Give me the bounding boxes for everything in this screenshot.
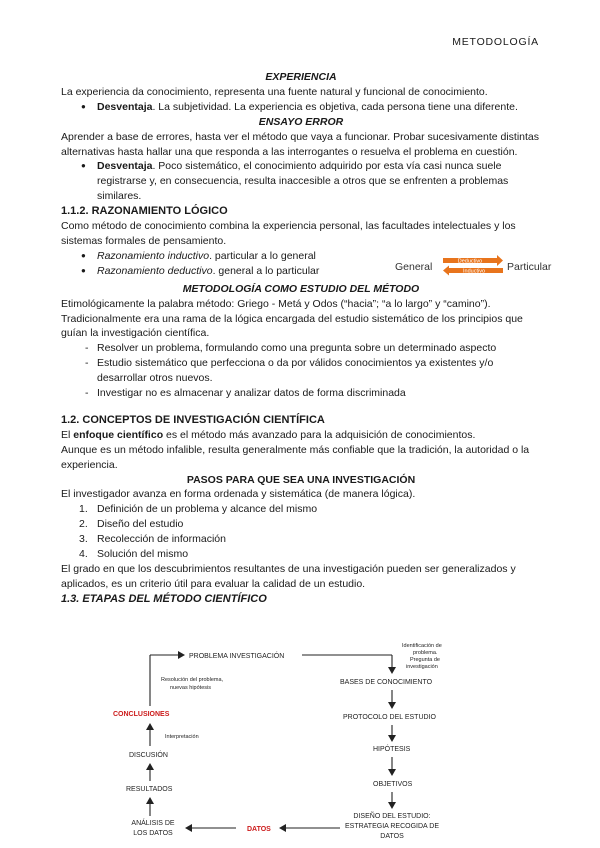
general-label: General xyxy=(395,260,433,273)
estudio-text-2: Tradicionalmente era una rama de la lógica encargada del estudio sistemático de los principios que guían la investigación científica. xyxy=(61,312,523,340)
step-datos: DATOS xyxy=(247,826,271,833)
page-header: METODOLOGÍA xyxy=(452,36,539,48)
step-hipotesis: HIPÓTESIS xyxy=(373,746,411,753)
section-title-etapas: 1.3. ETAPAS DEL MÉTODO CIENTÍFICO xyxy=(61,592,267,605)
list-item-text: Definición de un problema y alcance del mismo xyxy=(97,503,318,516)
list-number: 2. xyxy=(79,518,88,531)
italic-term: Razonamiento deductivo xyxy=(97,264,213,277)
inductive-label: Inductivo xyxy=(462,268,486,275)
conceptos-text-1 xyxy=(61,428,541,443)
ensayo-text: Aprender a base de errores, hasta ver el método que vaya a funcionar. Probar sucesivamente distintas alternativas hasta hallar una que responda a las interrogantes o resuelva el problema en cuestión. xyxy=(61,130,540,158)
step-problema: PROBLEMA INVESTIGACIÓN xyxy=(189,653,285,660)
list-item-text: Solución del mismo xyxy=(97,548,189,561)
list-number: 4. xyxy=(79,548,88,561)
particular-label: Particular xyxy=(507,260,552,273)
ensayo-list xyxy=(61,159,541,204)
list-item: - Estudio sistemático que perfecciona o da por válidos conocimientos ya existentes y/o desarrollar otros nuevos. xyxy=(61,356,541,386)
section-title-estudio: METODOLOGÍA COMO ESTUDIO DEL MÉTODO xyxy=(182,282,420,295)
list-item-text: Recolección de información xyxy=(97,533,226,546)
document-body xyxy=(61,70,552,607)
list-item: - Resolver un problema, formulando como una pregunta sobre un determinado aspecto xyxy=(61,341,541,356)
text-span: El xyxy=(61,428,74,441)
note-resolucion-1: Resolución del problema, xyxy=(161,677,224,683)
step-protocolo: PROTOCOLO DEL ESTUDIO xyxy=(343,714,436,721)
list-item: - Investigar no es almacenar y analizar datos de forma discriminada xyxy=(61,386,541,401)
list-item xyxy=(61,547,541,562)
experiencia-list xyxy=(61,100,541,115)
step-bases: BASES DE CONOCIMIENTO xyxy=(340,679,433,686)
list-item-text: . general a lo particular xyxy=(212,264,320,277)
step-analisis-2: LOS DATOS xyxy=(133,830,173,837)
step-conclusiones: CONCLUSIONES xyxy=(113,711,170,718)
text-span: es el método más avanzado para la adquisición de conocimientos. xyxy=(163,428,476,441)
section-title-ensayo: ENSAYO ERROR xyxy=(258,115,344,128)
step-diseno-2: ESTRATEGIA RECOGIDA DE xyxy=(344,823,440,830)
section-title-pasos: PASOS PARA QUE SEA UNA INVESTIGACIÓN xyxy=(186,473,416,486)
note-line-1: Identificación de xyxy=(402,643,442,649)
step-resultados: RESULTADOS xyxy=(126,786,173,793)
list-item xyxy=(61,100,541,115)
list-item xyxy=(61,532,541,547)
pasos-outro: El grado en que los descubrimientos resultantes de una investigación pueden ser generalizados y aplicados, es un criterio útil para evaluar la calidad de un estudio. xyxy=(61,563,516,590)
bold-label: Desventaja xyxy=(97,100,153,113)
section-title-logico: 1.1.2. RAZONAMIENTO LÓGICO xyxy=(61,205,228,218)
bold-label: Desventaja xyxy=(97,160,153,173)
note-line-4: investigación xyxy=(406,664,438,670)
estudio-list xyxy=(61,341,541,401)
step-diseno-3: DATOS xyxy=(380,833,404,840)
estudio-text-1: Etimológicamente la palabra método: Griego - Metá y Odos (“hacia”; “a lo largo” y “camino”). xyxy=(61,297,491,310)
pasos-list xyxy=(61,502,541,562)
note-line-2: problema. xyxy=(413,650,438,656)
deductive-inductive-graphic xyxy=(393,255,563,277)
italic-term: Razonamiento inductivo xyxy=(97,249,210,262)
pasos-intro: El investigador avanza en forma ordenada y sistemática (de manera lógica). xyxy=(61,488,416,501)
list-item-text: . La subjetividad. La experiencia es objetiva, cada persona tiene una diferente. xyxy=(152,100,518,113)
list-number: 1. xyxy=(79,503,88,516)
section-title-conceptos: 1.2. CONCEPTOS DE INVESTIGACIÓN CIENTÍFICA xyxy=(61,413,325,426)
note-interpretacion: Interpretación xyxy=(165,734,199,740)
list-item-text: Diseño del estudio xyxy=(97,518,184,531)
list-item-text: . Poco sistemático, el conocimiento adquirido por esta vía casi nunca suele registrarse y, en consecuencia, resulta inaccesible a otros que se enfrenten a problemas similares. xyxy=(97,160,509,203)
logico-text: Como método de conocimiento combina la experiencia personal, las facultades intelectuales y los sistemas formales de pensamiento. xyxy=(61,220,516,247)
note-line-3: Pregunta de xyxy=(410,657,440,663)
step-objetivos: OBJETIVOS xyxy=(373,781,413,788)
experiencia-text: La experiencia da conocimiento, representa una fuente natural y funcional de conocimiento. xyxy=(61,85,488,98)
scientific-method-diagram xyxy=(0,640,600,848)
section-title-experiencia: EXPERIENCIA xyxy=(265,71,337,83)
conceptos-text-2: Aunque es un método infalible, resulta generalmente más confiable que la tradición, la autoridad o la experiencia. xyxy=(61,443,530,471)
list-item xyxy=(61,502,541,517)
list-item-text: . particular a lo general xyxy=(209,249,316,262)
step-analisis-1: ANÁLISIS DE xyxy=(131,820,175,827)
razonamiento-block xyxy=(61,249,552,279)
deductive-label: Deductivo xyxy=(457,258,483,265)
list-item xyxy=(61,159,541,204)
list-number: 3. xyxy=(79,533,88,546)
list-item xyxy=(61,517,541,532)
step-diseno-1: DISEÑO DEL ESTUDIO: xyxy=(353,813,431,820)
note-resolucion-2: nuevas hipótesis xyxy=(170,685,211,691)
bold-term: enfoque científico xyxy=(73,428,164,441)
step-discusion: DISCUSIÓN xyxy=(129,752,168,759)
